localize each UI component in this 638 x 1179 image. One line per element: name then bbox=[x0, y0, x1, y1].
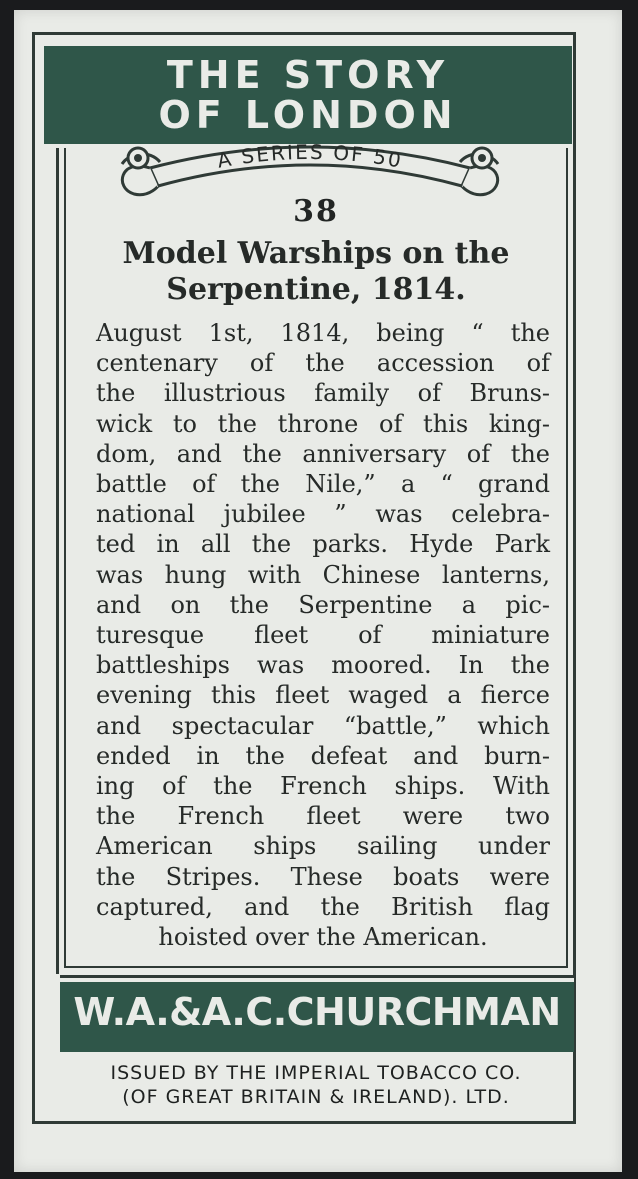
card-body-text bbox=[96, 318, 550, 952]
body-line: the illustrious family of Bruns- bbox=[96, 379, 550, 408]
title-line-2: OF LONDON bbox=[158, 93, 458, 137]
heading-line-1: Model Warships on the bbox=[122, 236, 510, 271]
body-line: the Stripes. These boats were bbox=[96, 862, 550, 891]
body-line: evening this fleet waged a fierce bbox=[96, 681, 550, 710]
body-line: and spectacular “battle,” which bbox=[96, 711, 550, 740]
brand-name: W.A.&A.C.CHURCHMAN bbox=[73, 990, 561, 1034]
issued-by-line-1: ISSUED BY THE IMPERIAL TOBACCO CO. bbox=[110, 1062, 522, 1084]
body-line: battleships was moored. In the bbox=[96, 651, 550, 680]
title-line-1: THE STORY bbox=[166, 53, 450, 97]
body-line: dom, and the anniversary of the bbox=[96, 439, 550, 468]
body-line: captured, and the British flag bbox=[96, 892, 550, 921]
issued-by-line-2: (OF GREAT BRITAIN & IRELAND). LTD. bbox=[122, 1086, 510, 1108]
body-line: ing of the French ships. With bbox=[96, 772, 550, 801]
card-heading bbox=[64, 236, 568, 308]
body-line: American ships sailing under bbox=[96, 832, 550, 861]
body-line: was hung with Chinese lanterns, bbox=[96, 560, 550, 589]
svg-text:A SERIES OF 50 bbox=[215, 140, 404, 173]
body-line: and on the Serpentine a pic- bbox=[96, 590, 550, 619]
heading-line-2: Serpentine, 1814. bbox=[166, 272, 466, 307]
body-line: wick to the throne of this king- bbox=[96, 409, 550, 438]
body-line: hoisted over the American. bbox=[158, 923, 488, 952]
body-line: national jubilee ” was celebra- bbox=[96, 500, 550, 529]
body-line: turesque fleet of miniature bbox=[96, 621, 550, 650]
series-label: A SERIES OF 50 bbox=[215, 139, 405, 173]
body-line: ted in all the parks. Hyde Park bbox=[96, 530, 550, 559]
body-line: ended in the defeat and burn- bbox=[96, 741, 550, 770]
body-line: battle of the Nile,” a “ grand bbox=[96, 470, 550, 499]
body-line: centenary of the accession of bbox=[96, 349, 550, 378]
card-number: 38 bbox=[293, 194, 339, 229]
body-line: the French fleet were two bbox=[96, 802, 550, 831]
body-line: August 1st, 1814, being “ the bbox=[96, 319, 550, 347]
